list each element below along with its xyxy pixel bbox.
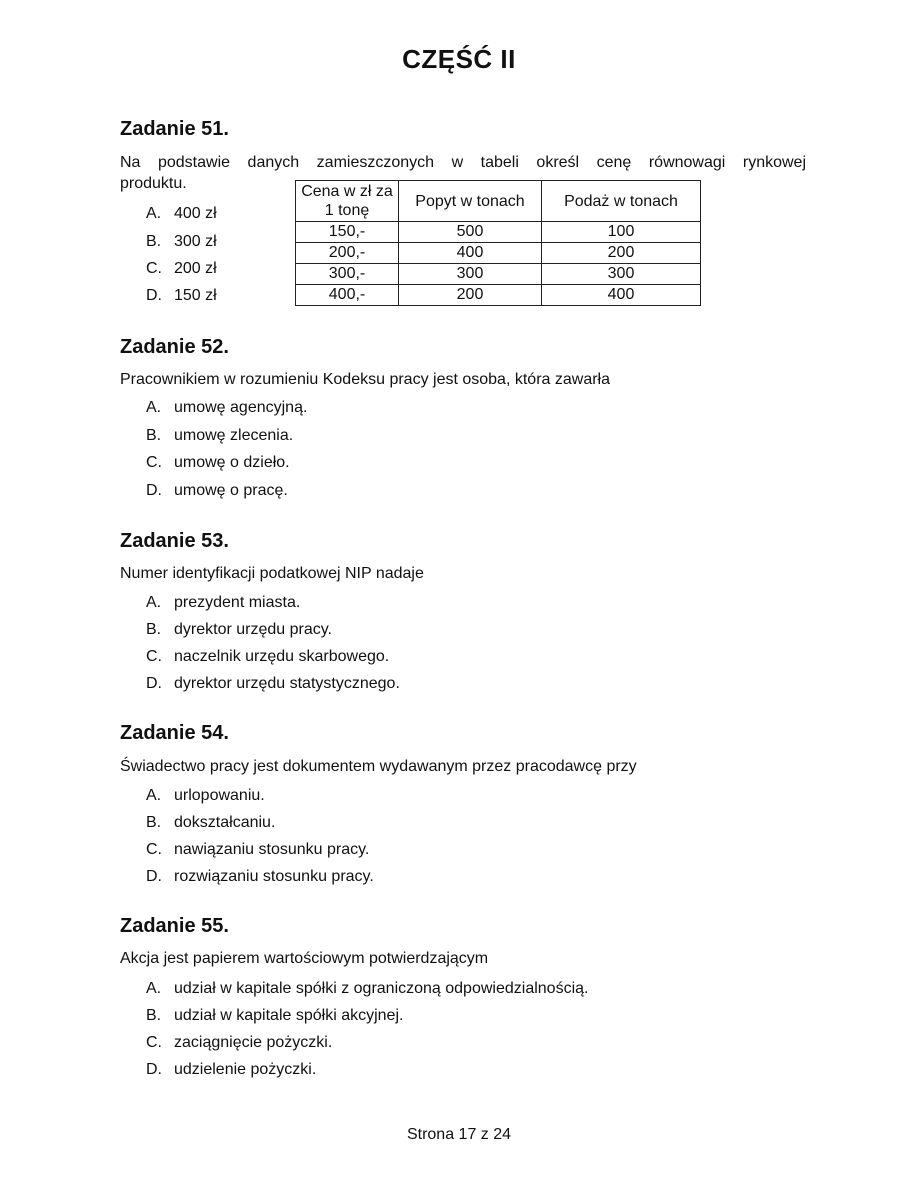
task-53-option-b xyxy=(146,621,332,639)
option-letter: D. xyxy=(146,482,162,499)
table-header-demand: Popyt w tonach xyxy=(399,181,542,222)
option-text: 400 zł xyxy=(174,205,217,222)
task-54-option-b xyxy=(146,814,275,832)
option-text: udział w kapitale spółki akcyjnej. xyxy=(174,1007,404,1024)
task-51-option-b xyxy=(146,233,217,251)
option-text: nawiązaniu stosunku pracy. xyxy=(174,841,370,858)
task-53-option-d xyxy=(146,675,400,693)
option-letter: A. xyxy=(146,594,162,611)
task-54-option-a xyxy=(146,787,265,805)
task-52-option-d xyxy=(146,482,288,500)
task-54-option-d xyxy=(146,868,374,886)
table-cell: 200 xyxy=(399,285,542,306)
option-letter: A. xyxy=(146,787,162,804)
table-row xyxy=(296,264,701,285)
option-letter: C. xyxy=(146,648,162,665)
option-letter: B. xyxy=(146,233,162,250)
task-55-option-a xyxy=(146,980,588,998)
task-53-option-a xyxy=(146,594,300,612)
table-row xyxy=(296,285,701,306)
option-letter: B. xyxy=(146,814,162,831)
option-text: umowę o pracę. xyxy=(174,482,288,499)
option-text: dyrektor urzędu statystycznego. xyxy=(174,675,400,692)
option-text: 300 zł xyxy=(174,233,217,250)
task-53-question: Numer identyfikacji podatkowej NIP nadaje xyxy=(120,565,424,582)
table-cell: 200 xyxy=(542,243,701,264)
page-title: CZĘŚĆ II xyxy=(402,44,516,74)
table-cell: 300,- xyxy=(296,264,399,285)
option-letter: D. xyxy=(146,1061,162,1078)
task-54-question: Świadectwo pracy jest dokumentem wydawanym przez pracodawcę przy xyxy=(120,758,637,775)
task-54-title: Zadanie 54. xyxy=(120,722,229,744)
table-cell: 400 xyxy=(542,285,701,306)
table-row xyxy=(296,222,701,243)
option-text: dyrektor urzędu pracy. xyxy=(174,621,332,638)
task-51-option-c xyxy=(146,260,217,278)
task-52-question: Pracownikiem w rozumieniu Kodeksu pracy jest osoba, która zawarła xyxy=(120,371,610,388)
table-cell: 400,- xyxy=(296,285,399,306)
task-51-question-line-2: produktu. xyxy=(120,175,187,192)
task-55-title: Zadanie 55. xyxy=(120,915,229,937)
task-52-option-c xyxy=(146,454,290,472)
page-number: Strona 17 z 24 xyxy=(406,1126,512,1143)
option-text: prezydent miasta. xyxy=(174,594,301,611)
table-cell: 500 xyxy=(399,222,542,243)
option-text: urlopowaniu. xyxy=(174,787,265,804)
option-letter: C. xyxy=(146,1034,162,1051)
table-cell: 200,- xyxy=(296,243,399,264)
option-text: 200 zł xyxy=(174,260,217,277)
task-54-option-c xyxy=(146,841,369,859)
option-letter: C. xyxy=(146,841,162,858)
option-text: rozwiązaniu stosunku pracy. xyxy=(174,868,374,885)
table-cell: 150,- xyxy=(296,222,399,243)
option-letter: C. xyxy=(146,260,162,277)
task-51-option-d xyxy=(146,287,217,305)
option-text: 150 zł xyxy=(174,287,217,304)
task-55-option-c xyxy=(146,1034,332,1052)
option-letter: D. xyxy=(146,868,162,885)
task-53-option-c xyxy=(146,648,389,666)
table-row xyxy=(296,243,701,264)
task-55-option-b xyxy=(146,1007,403,1025)
option-text: dokształcaniu. xyxy=(174,814,276,831)
option-text: umowę o dzieło. xyxy=(174,454,290,471)
option-letter: D. xyxy=(146,675,162,692)
table-header-row xyxy=(296,181,701,222)
task-51-option-a xyxy=(146,205,217,223)
table-cell: 300 xyxy=(542,264,701,285)
option-text: udzielenie pożyczki. xyxy=(174,1061,317,1078)
option-letter: A. xyxy=(146,980,162,997)
task-55-question: Akcja jest papierem wartościowym potwierdzającym xyxy=(120,950,489,967)
option-text: zaciągnięcie pożyczki. xyxy=(174,1034,333,1051)
table-cell: 400 xyxy=(399,243,542,264)
table-cell: 100 xyxy=(542,222,701,243)
option-text: umowę zlecenia. xyxy=(174,427,294,444)
option-text: udział w kapitale spółki z ograniczoną odpowiedzialnością. xyxy=(174,980,589,997)
option-letter: C. xyxy=(146,454,162,471)
task-52-option-b xyxy=(146,427,293,445)
table-header-price: Cena w zł za 1 tonę xyxy=(296,181,399,222)
option-letter: B. xyxy=(146,1007,162,1024)
option-letter: A. xyxy=(146,205,162,222)
task-55-option-d xyxy=(146,1061,316,1079)
task-51-title: Zadanie 51. xyxy=(120,118,229,140)
task-53-title: Zadanie 53. xyxy=(120,530,229,552)
option-letter: B. xyxy=(146,427,162,444)
task-52-option-a xyxy=(146,399,307,417)
option-letter: D. xyxy=(146,287,162,304)
price-supply-demand-table xyxy=(295,180,701,306)
task-51-question-line-1: Na podstawie danych zamieszczonych w tabeli określ cenę równowagi rynkowej xyxy=(120,154,806,171)
option-letter: A. xyxy=(146,399,162,416)
option-text: umowę agencyjną. xyxy=(174,399,308,416)
table-header-supply: Podaż w tonach xyxy=(542,181,701,222)
task-52-title: Zadanie 52. xyxy=(120,336,229,358)
option-letter: B. xyxy=(146,621,162,638)
option-text: naczelnik urzędu skarbowego. xyxy=(174,648,390,665)
table-cell: 300 xyxy=(399,264,542,285)
